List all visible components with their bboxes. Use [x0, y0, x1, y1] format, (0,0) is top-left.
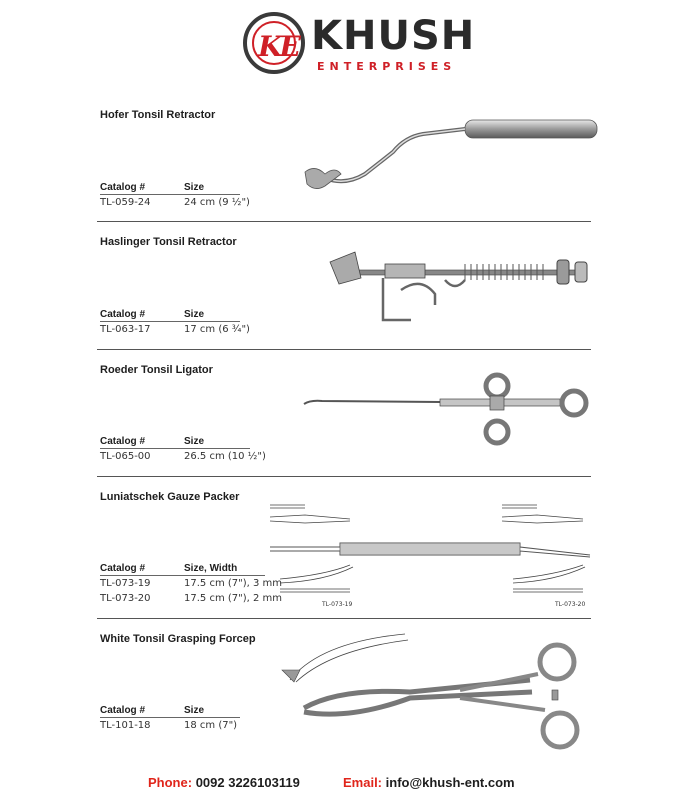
size-value: 17.5 cm (7"), 3 mm [184, 578, 283, 589]
roeder-ligator-image [300, 370, 595, 450]
size-header: Size [184, 436, 205, 447]
catalog-number: TL-101-18 [100, 720, 151, 731]
brand-name: KHUSH [311, 13, 476, 59]
section-divider [97, 221, 591, 222]
size-value: 26.5 cm (10 ½") [184, 451, 266, 462]
detail-label: TL-073-19 [322, 601, 353, 608]
catalog-number: TL-059-24 [100, 197, 151, 208]
catalog-number: TL-063-17 [100, 324, 151, 335]
size-value: 17.5 cm (7"), 2 mm [184, 593, 283, 604]
size-value: 18 cm (7") [184, 720, 238, 731]
email-label: Email: [343, 775, 383, 790]
table-rule [100, 575, 265, 576]
logo-emblem [243, 12, 305, 74]
size-value: 24 cm (9 ½") [184, 197, 250, 208]
product-title-hofer: Hofer Tonsil Retractor [100, 109, 216, 121]
catalog-header: Catalog # [100, 436, 146, 447]
table-rule [100, 448, 250, 449]
product-title-haslinger: Haslinger Tonsil Retractor [100, 236, 237, 248]
section-divider [97, 349, 591, 350]
catalog-header: Catalog # [100, 705, 146, 716]
product-title-white: White Tonsil Grasping Forcep [100, 633, 256, 645]
catalog-header: Catalog # [100, 309, 146, 320]
product-title-roeder: Roeder Tonsil Ligator [100, 364, 213, 376]
table-rule [100, 717, 240, 718]
brand-tagline: ENTERPRISES [317, 60, 457, 73]
catalog-number: TL-073-19 [100, 578, 151, 589]
section-divider [97, 476, 591, 477]
detail-label: TL-073-20 [555, 601, 586, 608]
size-header: Size [184, 182, 205, 193]
catalog-header: Catalog # [100, 182, 146, 193]
brand-logo [243, 12, 476, 82]
product-title-luniatschek: Luniatschek Gauze Packer [100, 491, 240, 503]
white-forcep-image [270, 630, 590, 755]
logo-mark: KE [258, 30, 298, 63]
email-link[interactable]: info@khush-ent.com [385, 775, 515, 790]
catalog-number: TL-065-00 [100, 451, 151, 462]
section-divider [97, 618, 591, 619]
phone-number[interactable]: 0092 3226103119 [195, 775, 300, 790]
size-width-header: Size, Width [184, 563, 238, 574]
size-value: 17 cm (6 ¾") [184, 324, 250, 335]
size-header: Size [184, 309, 205, 320]
phone-label: Phone: [148, 775, 193, 790]
table-rule [100, 194, 240, 195]
hofer-retractor-image [295, 112, 605, 202]
haslinger-retractor-image [325, 250, 600, 330]
catalog-header: Catalog # [100, 563, 146, 574]
luniatschek-packer-image [265, 497, 595, 612]
catalog-number: TL-073-20 [100, 593, 151, 604]
size-header: Size [184, 705, 205, 716]
table-rule [100, 321, 240, 322]
